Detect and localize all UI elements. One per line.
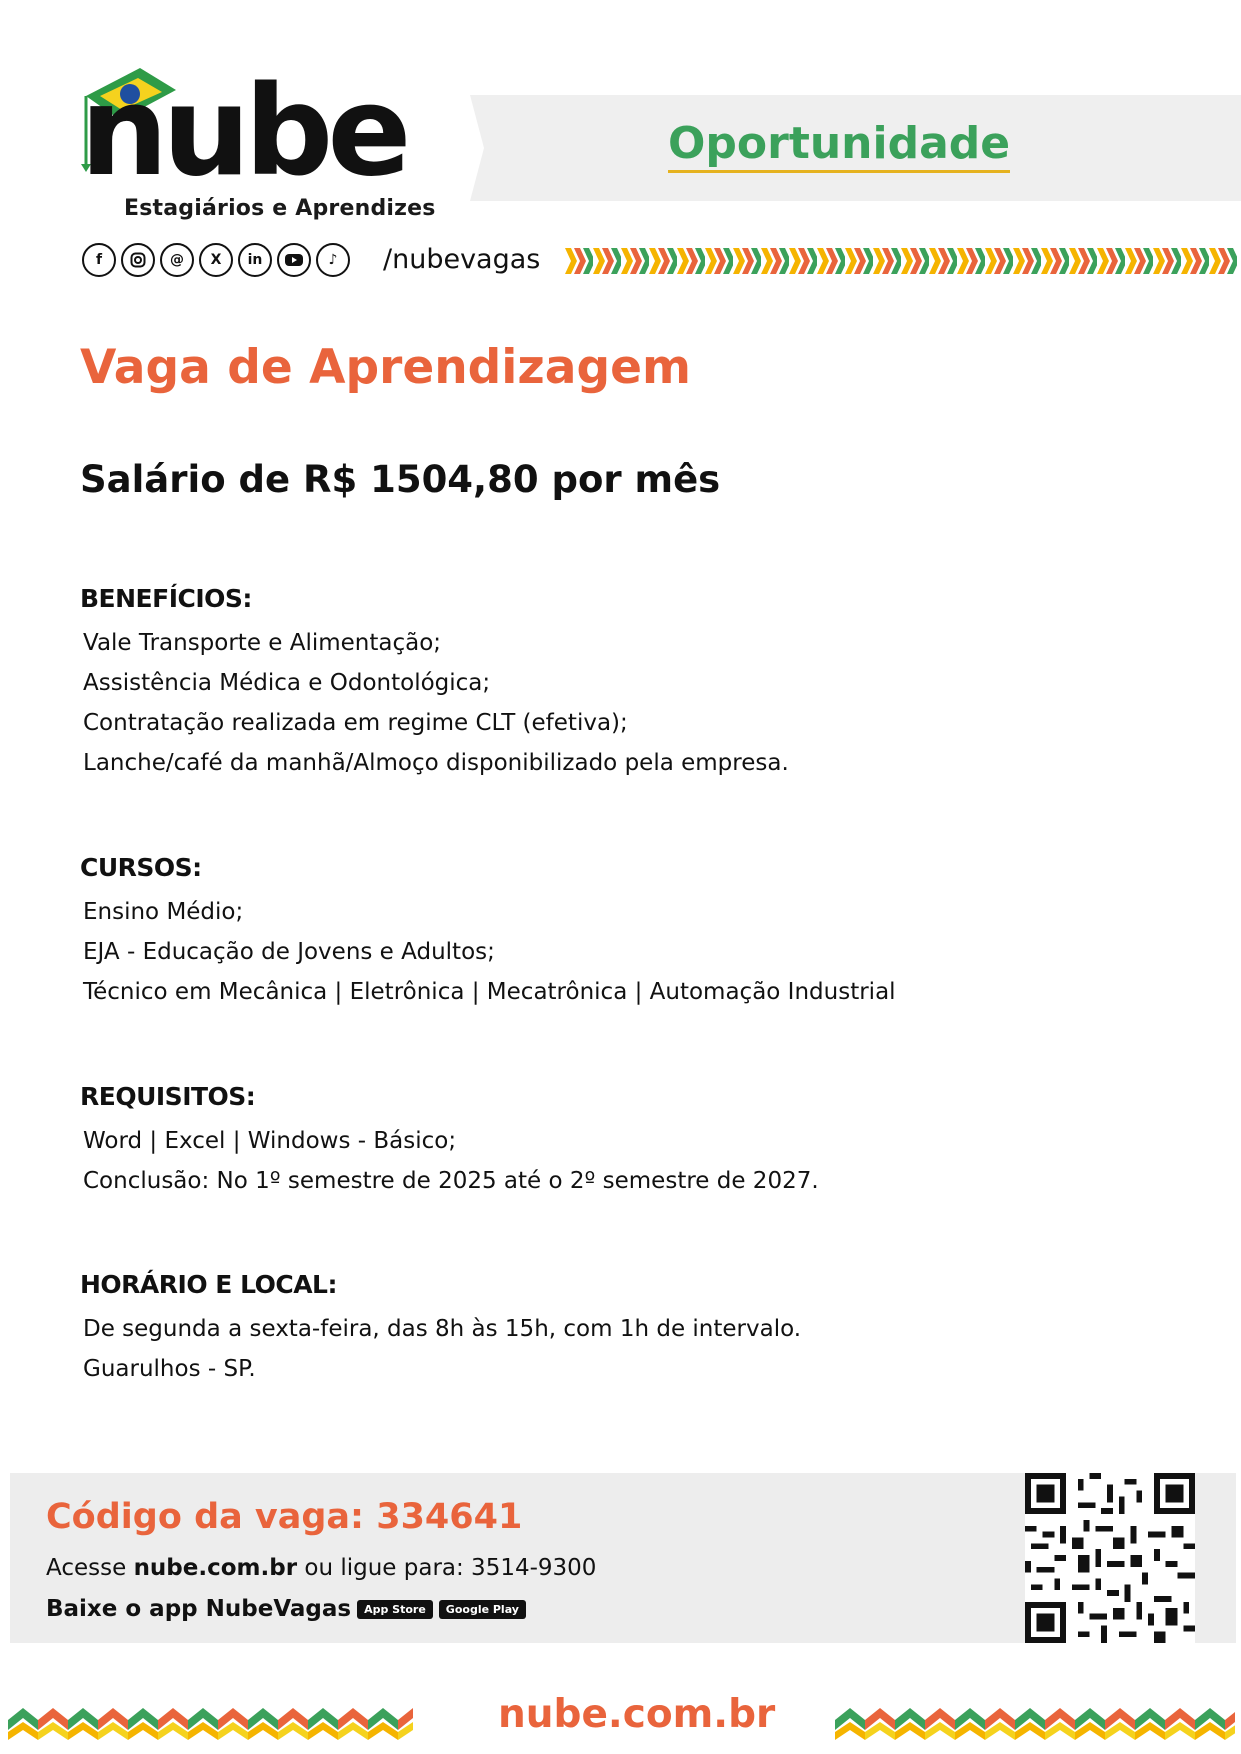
contact-prefix: Acesse <box>46 1555 134 1581</box>
nube-logo <box>80 60 460 230</box>
contact-suffix: ou ligue para: 3514-9300 <box>297 1555 597 1581</box>
list-item: De segunda a sexta-feira, das 8h às 15h, com 1h de intervalo. <box>83 1316 802 1342</box>
instagram-icon[interactable] <box>121 243 155 277</box>
bottom-url[interactable]: nube.com.br <box>498 1692 776 1737</box>
section-horario <box>80 1270 801 1389</box>
qr-code[interactable] <box>1025 1473 1195 1643</box>
list-item: Contratação realizada em regime CLT (efetiva); <box>83 710 628 736</box>
chevron-stripe-decoration <box>565 248 1237 274</box>
contact-line <box>46 1555 596 1581</box>
social-handle: /nubevagas <box>383 244 541 275</box>
social-icons <box>82 241 350 279</box>
zigzag-decoration-right <box>835 1700 1235 1740</box>
section-cursos <box>80 853 896 1012</box>
zigzag-decoration-left <box>8 1700 413 1740</box>
list-item: Assistência Médica e Odontológica; <box>83 670 491 696</box>
banner-title: Oportunidade <box>668 120 1010 173</box>
section-heading: BENEFÍCIOS: <box>80 584 252 613</box>
section-heading: HORÁRIO E LOCAL: <box>80 1270 337 1299</box>
section-beneficios <box>80 584 789 783</box>
list-item: Vale Transporte e Alimentação; <box>83 630 442 656</box>
job-title: Vaga de Aprendizagem <box>80 340 691 395</box>
list-item: EJA - Educação de Jovens e Adultos; <box>83 939 495 965</box>
facebook-icon[interactable]: f <box>82 243 116 277</box>
list-item: Conclusão: No 1º semestre de 2025 até o 2º semestre de 2027. <box>83 1168 819 1194</box>
threads-icon[interactable]: @ <box>160 243 194 277</box>
app-download-line <box>46 1596 526 1622</box>
app-text: Baixe o app NubeVagas <box>46 1596 352 1622</box>
app-store-badge[interactable]: App Store <box>357 1600 433 1619</box>
list-item: Lanche/café da manhã/Almoço disponibilizado pela empresa. <box>83 750 789 776</box>
logo-word: nube <box>80 60 406 204</box>
salary: Salário de R$ 1504,80 por mês <box>80 458 721 501</box>
google-play-badge[interactable]: Google Play <box>439 1600 526 1619</box>
x-icon[interactable]: X <box>199 243 233 277</box>
job-code: Código da vaga: 334641 <box>46 1497 523 1537</box>
section-heading: CURSOS: <box>80 853 202 882</box>
youtube-icon[interactable] <box>277 243 311 277</box>
tiktok-icon[interactable]: ♪ <box>316 243 350 277</box>
section-heading: REQUISITOS: <box>80 1082 256 1111</box>
list-item: Técnico em Mecânica | Eletrônica | Mecatrônica | Automação Industrial <box>83 979 896 1005</box>
list-item: Guarulhos - SP. <box>83 1356 256 1382</box>
section-requisitos <box>80 1082 819 1201</box>
linkedin-icon[interactable]: in <box>238 243 272 277</box>
list-item: Ensino Médio; <box>83 899 244 925</box>
logo-subtitle: Estagiários e Aprendizes <box>124 196 436 221</box>
list-item: Word | Excel | Windows - Básico; <box>83 1128 457 1154</box>
contact-site-link[interactable]: nube.com.br <box>133 1555 298 1581</box>
